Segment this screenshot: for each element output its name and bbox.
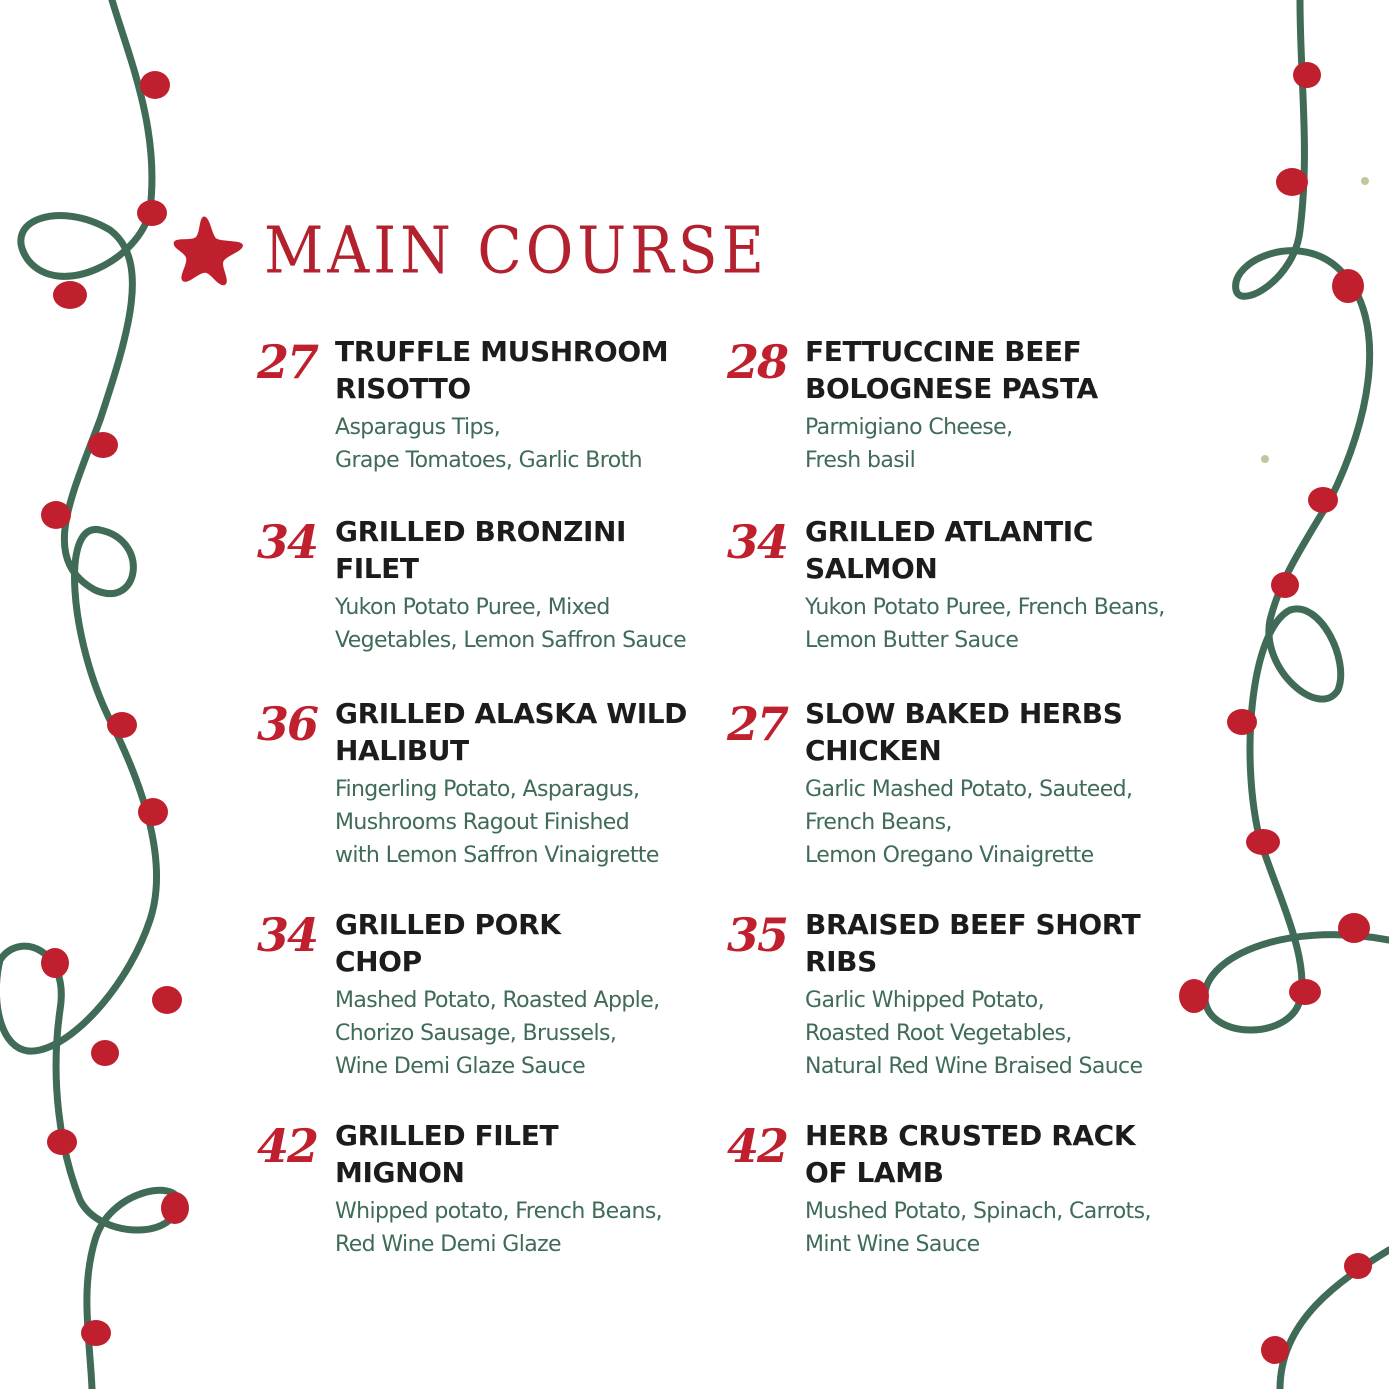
item-name: BRAISED BEEF SHORT RIBS	[805, 908, 1141, 978]
star-icon	[170, 212, 246, 288]
item-price: 36	[257, 697, 318, 751]
item-price: 28	[727, 335, 788, 389]
item-price: 34	[727, 515, 788, 569]
item-price: 42	[257, 1119, 318, 1173]
menu-item	[727, 695, 1205, 872]
item-name: TRUFFLE MUSHROOM RISOTTO	[335, 335, 669, 405]
item-description: Parmigiano Cheese, Fresh basil	[805, 415, 1013, 473]
item-name: SLOW BAKED HERBS CHICKEN	[805, 697, 1123, 767]
item-description: Garlic Whipped Potato, Roasted Root Vegetables, Natural Red Wine Braised Sauce	[805, 988, 1143, 1079]
page-title: MAIN COURSE	[264, 211, 768, 289]
item-price: 27	[257, 335, 318, 389]
menu-item	[727, 1117, 1205, 1261]
item-name: GRILLED FILET MIGNON	[335, 1119, 559, 1189]
item-description: Yukon Potato Puree, Mixed Vegetables, Lemon Saffron Sauce	[335, 595, 687, 653]
menu-item	[257, 333, 735, 477]
item-name: GRILLED PORK CHOP	[335, 908, 561, 978]
item-price: 35	[727, 908, 788, 962]
menu-item	[727, 513, 1205, 657]
item-description: Mashed Potato, Roasted Apple, Chorizo Sausage, Brussels, Wine Demi Glaze Sauce	[335, 988, 660, 1079]
item-name: GRILLED ALASKA WILD HALIBUT	[335, 697, 688, 767]
menu-item	[257, 513, 735, 657]
item-price: 42	[727, 1119, 788, 1173]
item-name: GRILLED BRONZINI FILET	[335, 515, 627, 585]
item-description: Yukon Potato Puree, French Beans, Lemon Butter Sauce	[805, 595, 1165, 653]
menu-item	[257, 906, 735, 1083]
menu-item	[257, 695, 735, 872]
right-garland-wire-bottom	[1280, 1250, 1389, 1389]
sparkle-dots	[1261, 177, 1369, 463]
item-name: HERB CRUSTED RACK OF LAMB	[805, 1119, 1136, 1189]
item-description: Mushed Potato, Spinach, Carrots, Mint Wine Sauce	[805, 1199, 1151, 1257]
item-name: FETTUCCINE BEEF BOLOGNESE PASTA	[805, 335, 1098, 405]
section-heading	[170, 200, 768, 300]
item-price: 27	[727, 697, 788, 751]
item-name: GRILLED ATLANTIC SALMON	[805, 515, 1093, 585]
item-price: 34	[257, 515, 318, 569]
menu-item	[727, 333, 1205, 477]
item-description: Garlic Mashed Potato, Sauteed, French Beans, Lemon Oregano Vinaigrette	[805, 777, 1133, 868]
item-description: Whipped potato, French Beans, Red Wine Demi Glaze	[335, 1199, 663, 1257]
item-price: 34	[257, 908, 318, 962]
item-description: Fingerling Potato, Asparagus, Mushrooms Ragout Finished with Lemon Saffron Vinaigrette	[335, 777, 659, 868]
menu-item	[727, 906, 1205, 1083]
menu-item	[257, 1117, 735, 1261]
right-garland-wire	[1205, 0, 1389, 1030]
item-description: Asparagus Tips, Grape Tomatoes, Garlic Broth	[335, 415, 642, 473]
